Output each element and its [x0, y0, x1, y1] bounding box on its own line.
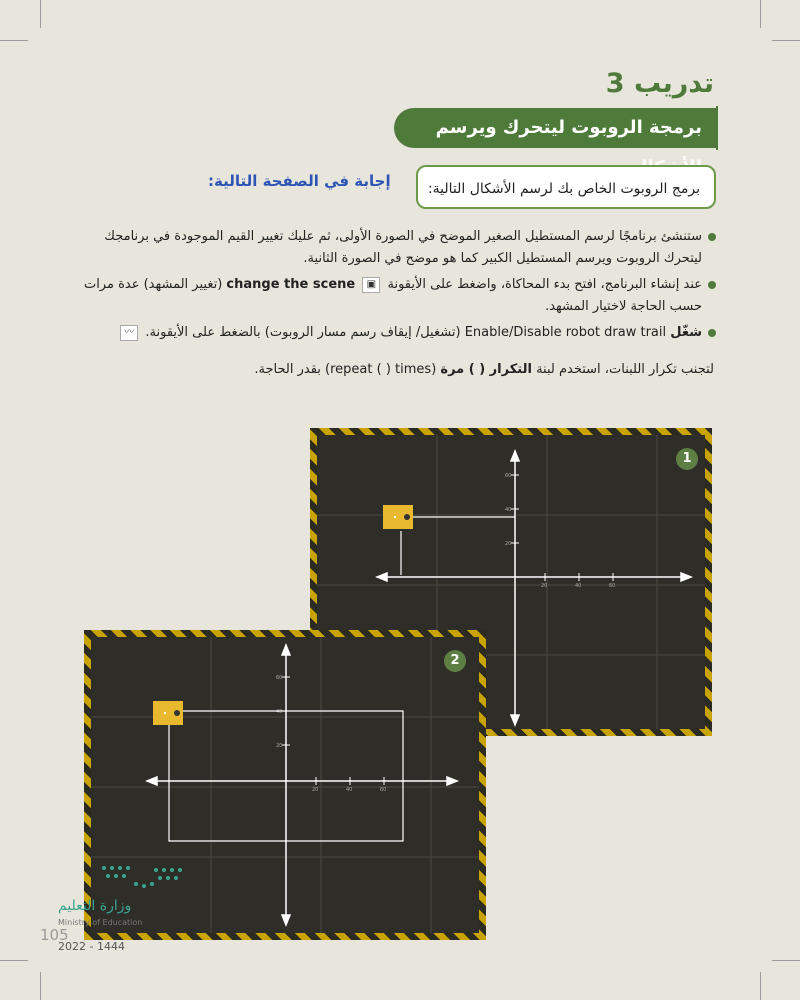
bullet-text: ستنشئ برنامجًا لرسم المستطيل الصغير الموضح في الصورة الأولى، ثم عليك تغيير القيم الموجودة في برنامجك ليتحرك الروبوت ويرسم المستطيل الكبير كما هو موضح في الصورة الثانية.	[104, 229, 702, 266]
bullet-list	[76, 226, 716, 348]
bullet-icon	[708, 233, 716, 241]
bullet-text: (تشغيل/ إيقاف رسم مسار الروبوت) بالضغط على الأيقونة.	[145, 325, 461, 340]
draw-trail-icon: 〰	[120, 325, 138, 341]
crop-mark	[0, 40, 28, 41]
robot-icon	[383, 505, 413, 529]
list-item	[76, 274, 716, 318]
crop-mark	[40, 972, 41, 1000]
list-item	[76, 322, 716, 344]
edition-year: 2022 - 1444	[58, 940, 125, 953]
axes	[147, 645, 457, 925]
scene-badge: 1	[676, 448, 698, 470]
keyword: Enable/Disable robot draw trail	[464, 325, 667, 340]
change-scene-icon: ▣	[362, 277, 380, 293]
page-number: 105	[40, 926, 69, 944]
list-item	[76, 226, 716, 270]
section-banner: برمجة الروبوت ليتحرك ويرسم	[394, 108, 716, 148]
answer-note: إجابة في الصفحة التالية:	[208, 172, 391, 190]
bullet-text: عند إنشاء البرنامج، افتح بدء المحاكاة، واضغط على الأيقونة	[387, 277, 702, 292]
x-tick-label: 60	[609, 583, 616, 589]
keyword: change the scene	[226, 277, 356, 292]
y-tick-label: 40	[276, 709, 283, 715]
bullet-text: شغّل	[670, 325, 702, 340]
repeat-note-text: (repeat ( ) times) بقدر الحاجة.	[254, 362, 437, 377]
x-tick-label: 20	[541, 583, 548, 589]
y-tick-label: 20	[505, 541, 512, 547]
crop-mark	[772, 960, 800, 961]
bullet-icon	[708, 329, 716, 337]
crop-mark	[772, 40, 800, 41]
banner-accent-line	[716, 106, 718, 150]
repeat-note	[254, 362, 714, 377]
x-tick-label: 40	[575, 583, 582, 589]
ministry-logo-arabic: وزارة التعليم	[58, 898, 132, 914]
y-tick-label: 60	[505, 473, 512, 479]
y-tick-label: 40	[505, 507, 512, 513]
x-tick-label: 40	[346, 787, 353, 793]
ministry-logo-icon	[98, 860, 190, 894]
repeat-note-keyword: التكرار ( ) مرة	[440, 362, 532, 377]
crop-mark	[40, 0, 41, 28]
x-tick-label: 60	[380, 787, 387, 793]
robot-icon	[153, 701, 183, 725]
crop-mark	[0, 960, 28, 961]
crop-mark	[760, 972, 761, 1000]
y-tick-label: 60	[276, 675, 283, 681]
ministry-logo-english: Ministry of Education	[58, 918, 143, 927]
exercise-title: تدريب 3	[605, 68, 714, 99]
bullet-icon	[708, 281, 716, 289]
y-tick-label: 20	[276, 743, 283, 749]
crop-mark	[760, 0, 761, 28]
axis-ticks	[282, 677, 384, 785]
x-tick-label: 20	[312, 787, 319, 793]
repeat-note-text: لتجنب تكرار اللبنات، استخدم لبنة	[536, 362, 714, 377]
axis-ticks	[511, 475, 613, 581]
bullet-text: (تغيير المشهد) عدة مرات حسب الحاجة لاختيار المشهد.	[83, 277, 702, 314]
task-instruction-box: برمج الروبوت الخاص بك لرسم الأشكال التالية:	[416, 165, 716, 209]
scene-badge: 2	[444, 650, 466, 672]
